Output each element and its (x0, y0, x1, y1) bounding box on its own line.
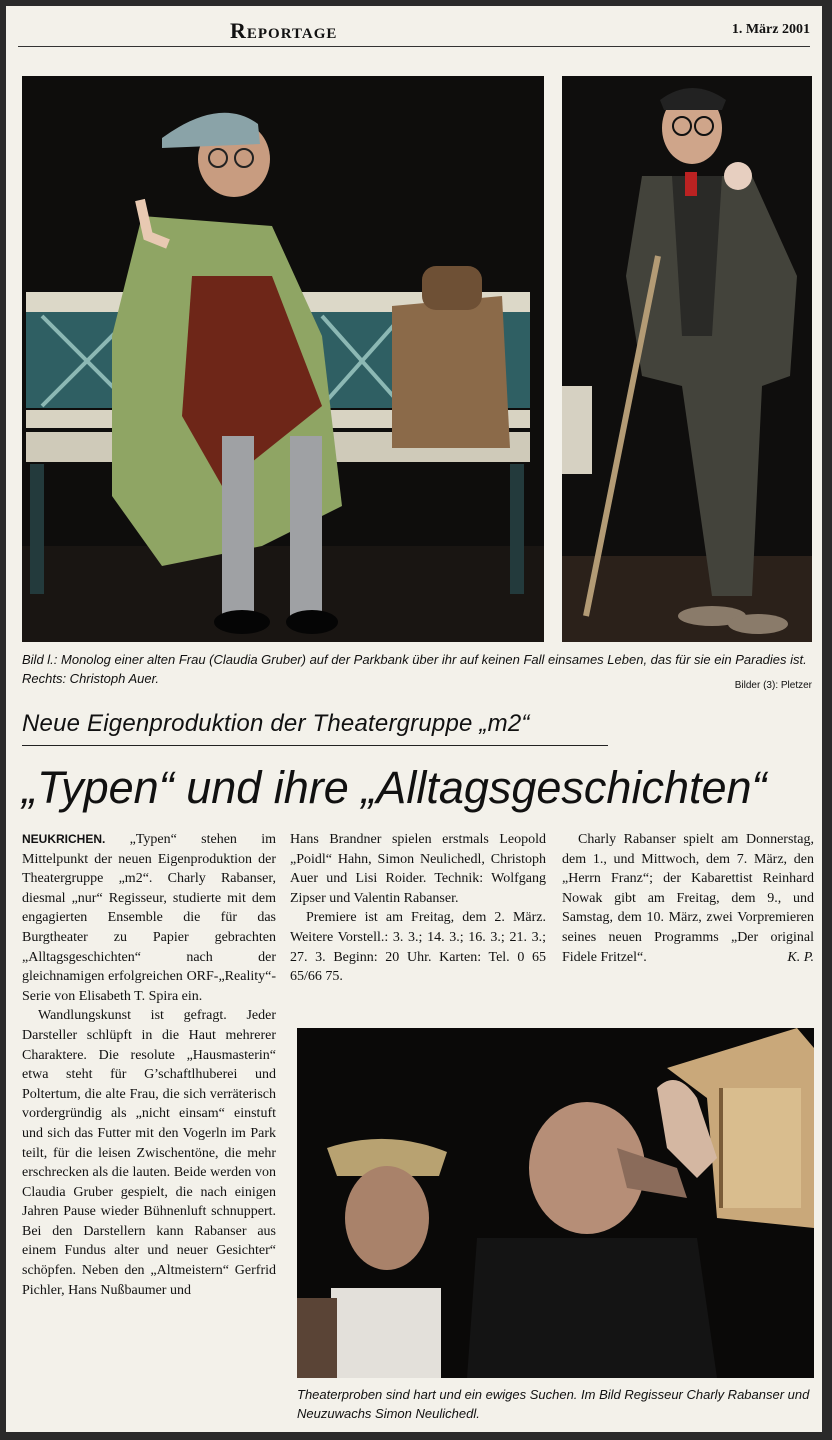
headline: „Typen“ und ihre „Alltagsgeschichten“ (22, 762, 767, 813)
author-signature: K. P. (787, 949, 814, 965)
issue-date: 1. März 2001 (731, 22, 810, 37)
photo-old-woman-bench-illustration (22, 76, 544, 642)
masthead (18, 12, 810, 47)
kicker: Neue Eigenproduktion der Theatergruppe „m2“ (22, 710, 530, 737)
section-title: Reportage (230, 18, 338, 43)
photo-theaterproben (297, 1028, 814, 1378)
photo-old-woman-bench (22, 76, 544, 642)
photo-caption-top: Bild l.: Monolog einer alten Frau (Claudia Gruber) auf der Parkbank über ihr auf keinen Fall einsames Leben, das für sie ein Paradies ist. Rechts: Christoph Auer. (22, 652, 807, 686)
photo-theaterproben-illustration (297, 1028, 814, 1378)
photo-christoph-auer-illustration (562, 76, 812, 642)
article-paragraph: Wandlungskunst ist gefragt. Jeder Darsteller schlüpft in die Haut mehrerer Charaktere. Die resolute „Hausmasterin“ etwa steht für G’schaftlhuberei und Poltertum, die alte Frau, die sich verräterisch vordergründig als „nicht einsam“ einstuft und sich das Futter mit den Vogerln im Park teilt, für die leisen Zwischentöne, die mehr erschrecken als die lauten. Beide werden von Claudia Gruber gespielt, die nach einigen Jahren Pause wieder Bühnenluft schnuppert. Bei den Darstellern kann Rabanser aus einem Fundus alter und neuer Gesichter“ schöpfen. Neben den „Altmeistern“ Gerfrid Pichler, Hans Nußbaumer und (22, 1008, 276, 1298)
article-text: „Typen“ stehen im Mittelpunkt der neuen Eigenproduktion der Theatergruppe „m2“. Charly Rabanser, diesmal „nur“ Regisseur, studierte mit dem engagierten Ensemble die für das Burgtheater zu Papier gebrachten „Alltagsgeschichten“ nach der gleichnamigen erfolgreichen ORF-„Reality“-Serie von Elisabeth T. Spira ein. (22, 832, 276, 1004)
photo-credit: Bilder (3): Pletzer (734, 680, 812, 691)
article-paragraph: Hans Brandner spielen erstmals Leopold „Poidl“ Hahn, Simon Neulichedl, Christoph Auer und Lisi Roider. Technik: Wolfgang Zipser und Valentin Rabanser. (290, 832, 546, 906)
photo-christoph-auer (562, 76, 812, 642)
photo-caption-bottom: Theaterproben sind hart und ein ewiges Suchen. Im Bild Regisseur Charly Rabanser und Neuzuwachs Simon Neulichedl. (297, 1387, 810, 1421)
article-paragraph: Premiere ist am Freitag, dem 2. März. Weitere Vorstell.: 3. 3.; 14. 3.; 16. 3.; 21. 3.; 27. 3. Beginn: 20 Uhr. Karten: Tel. 0 65 65/66 75. (290, 910, 546, 985)
article-column-3 (562, 830, 814, 967)
article-text: Charly Rabanser spielt am Donnerstag, dem 1., und Mittwoch, dem 7. März, den „Herrn Franz“; der Kabarettist Reinhard Nowak gibt am Freitag, dem 9., und Samstag, dem 10. März, zwei Vorpremieren seines neuen Programms „Der original Fidele Fritzel“. (562, 832, 814, 965)
article-column-2 (290, 830, 546, 987)
article-paragraph (562, 830, 814, 967)
article-paragraph (22, 830, 276, 1006)
dateline: NEUKRICHEN. (22, 832, 106, 846)
article-column-1 (22, 830, 276, 1300)
kicker-divider (22, 745, 608, 746)
